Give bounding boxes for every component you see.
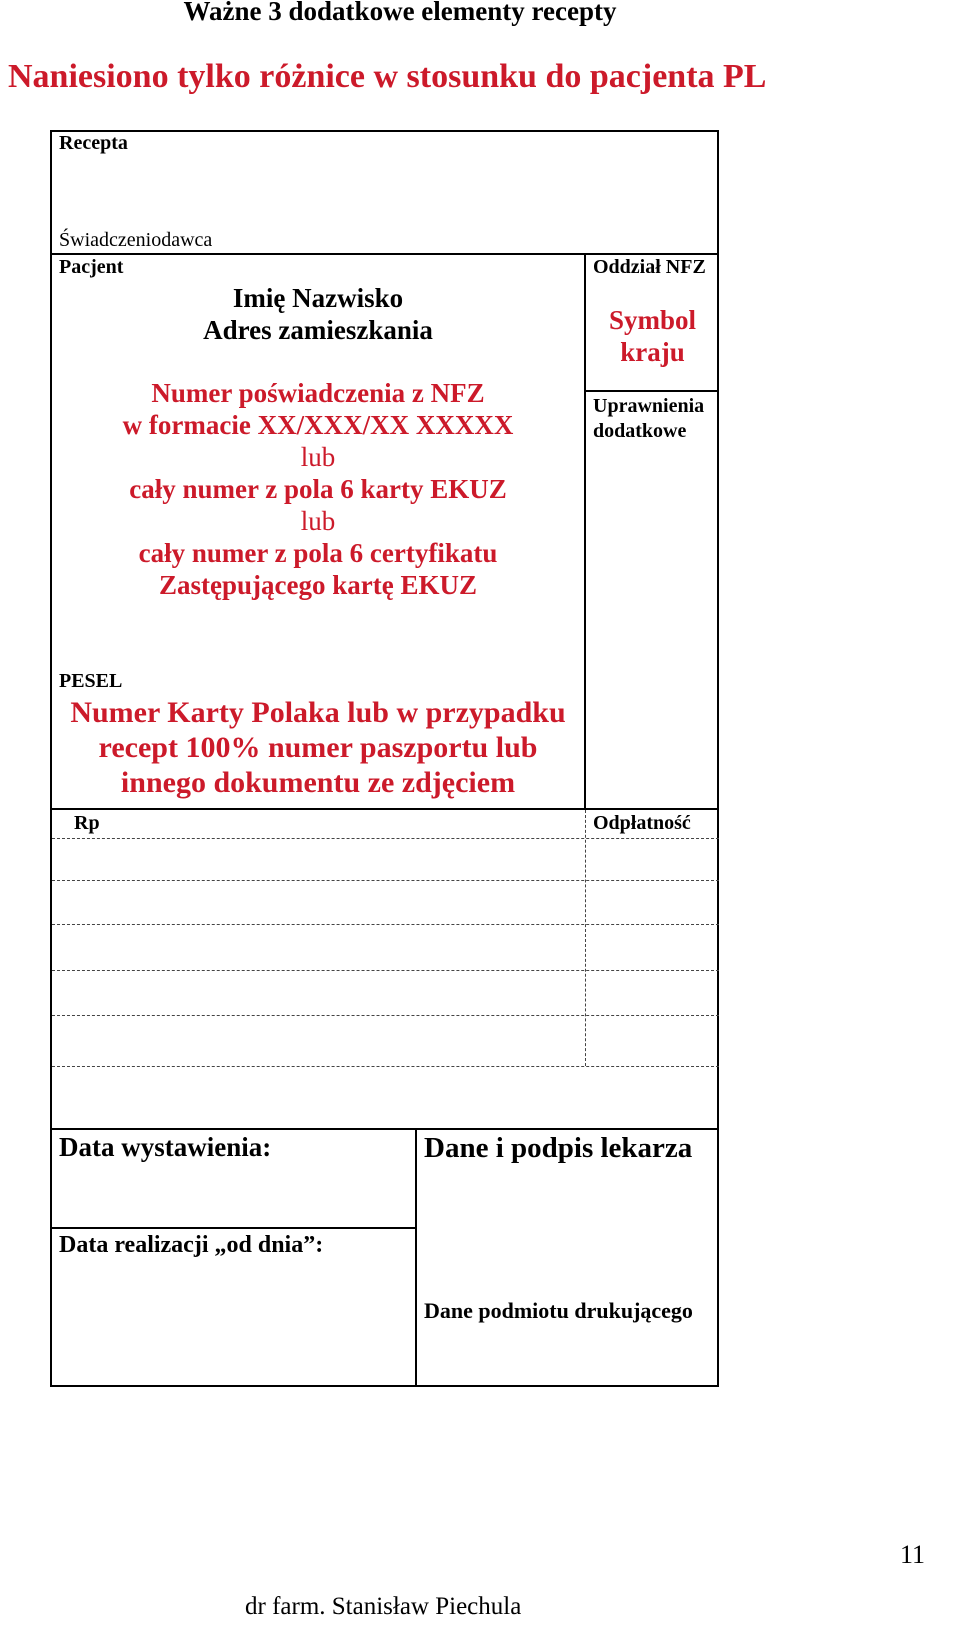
nfz-line: Zastępującego kartę EKUZ: [159, 570, 477, 600]
branch-divider: [584, 390, 719, 392]
provider-divider: [52, 253, 719, 255]
doctor-signature-label: Dane i podpis lekarza: [424, 1132, 693, 1164]
nfz-line: cały numer z pola 6 karty EKUZ: [129, 474, 507, 504]
entitlements-line: Uprawnienia: [593, 395, 705, 417]
rp-top-line: [52, 808, 719, 810]
nfz-line: w formacie XX/XXX/XX XXXXX: [122, 410, 514, 440]
nfz-number-info: [52, 377, 584, 601]
rp-row-line: [52, 1066, 719, 1067]
nfz-line: cały numer z pola 6 certyfikatu: [138, 538, 498, 568]
entitlements-line: dodatkowe: [593, 420, 687, 442]
nfz-line: lub: [300, 506, 336, 536]
footer-author: dr farm. Stanisław Piechula: [245, 1593, 522, 1620]
rp-row-line: [52, 924, 719, 925]
patient-label: Pacjent: [59, 256, 124, 278]
country-symbol: [586, 304, 719, 368]
rp-row-line: [52, 1015, 719, 1016]
pesel-line: recept 100% numer paszportu lub: [98, 731, 538, 764]
country-symbol-line: kraju: [620, 337, 685, 367]
page-number: 11: [900, 1540, 926, 1569]
pesel-alternative-info: [52, 695, 584, 800]
country-symbol-line: Symbol: [608, 305, 697, 335]
rp-column-divider: [585, 810, 586, 1066]
rp-row-line: [52, 880, 719, 881]
prescription-form: [50, 130, 719, 1387]
bottom-column-divider: [415, 1128, 417, 1387]
bottom-section-line: [52, 1128, 719, 1130]
pesel-line: innego dokumentu ze zdjęciem: [120, 766, 516, 799]
patient-address: Adres zamieszkania: [203, 315, 433, 345]
pesel-label: PESEL: [59, 670, 123, 692]
pesel-line: Numer Karty Polaka lub w przypadku: [70, 696, 566, 729]
rp-row-line: [52, 838, 719, 839]
entitlements-label: [593, 394, 704, 444]
page-title: Ważne 3 dodatkowe elementy recepty: [183, 0, 617, 26]
branch-label: Oddział NFZ: [593, 256, 706, 278]
page-subtitle: Naniesiono tylko różnice w stosunku do pacjenta PL: [8, 58, 767, 95]
printer-data-label: Dane podmiotu drukującego: [424, 1298, 693, 1323]
rp-row-line: [52, 970, 719, 971]
recepta-label: Recepta: [59, 132, 128, 154]
patient-name: Imię Nazwisko: [232, 283, 404, 313]
payment-label: Odpłatność: [593, 812, 691, 834]
issue-date-divider: [52, 1227, 415, 1229]
patient-identity: [52, 282, 584, 346]
nfz-line: lub: [300, 442, 336, 472]
realization-date-label: Data realizacji „od dnia”:: [59, 1232, 324, 1258]
nfz-line: Numer poświadczenia z NFZ: [151, 378, 485, 408]
provider-label: Świadczeniodawca: [59, 229, 213, 251]
issue-date-label: Data wystawienia:: [59, 1132, 272, 1162]
rp-label: Rp: [74, 812, 100, 834]
